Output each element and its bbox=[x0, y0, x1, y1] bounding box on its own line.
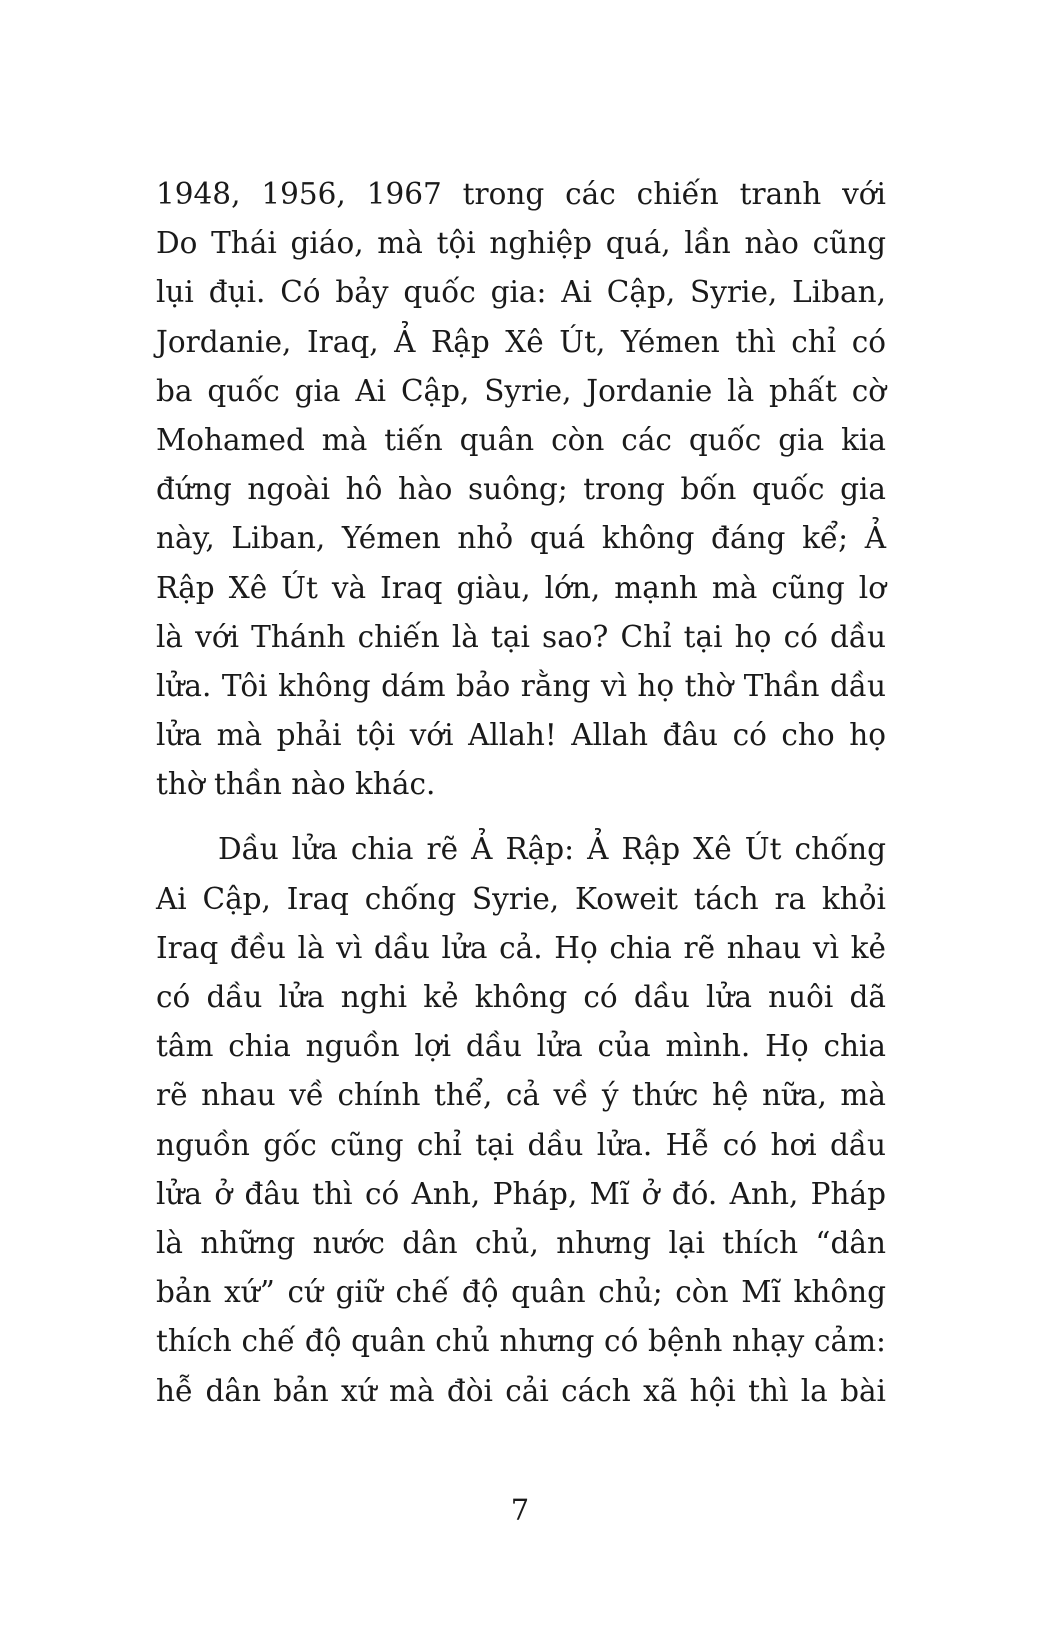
text-line: Jordanie, Iraq, Ả Rập Xê Út, Yémen thì chỉ có bbox=[156, 324, 886, 359]
text-line: lửa. Tôi không dám bảo rằng vì họ thờ Thần dầu bbox=[156, 668, 886, 703]
text-line: Ai Cập, Iraq chống Syrie, Koweit tách ra khỏi bbox=[156, 881, 886, 916]
text-line: Rập Xê Út và Iraq giàu, lớn, mạnh mà cũng lơ bbox=[156, 570, 886, 605]
text-line: này, Liban, Yémen nhỏ quá không đáng kể; Ả bbox=[156, 521, 886, 556]
text-line: hễ dân bản xứ mà đòi cải cách xã hội thì la bài bbox=[156, 1373, 886, 1408]
text-line: Mohamed mà tiến quân còn các quốc gia kia bbox=[156, 422, 886, 457]
text-line: có dầu lửa nghi kẻ không có dầu lửa nuôi dã bbox=[156, 980, 886, 1014]
text-line: Do Thái giáo, mà tội nghiệp quá, lần nào cũng bbox=[156, 226, 886, 261]
text-line: tâm chia nguồn lợi dầu lửa của mình. Họ chia bbox=[156, 1029, 886, 1064]
text-line: lửa ở đâu thì có Anh, Pháp, Mĩ ở đó. Anh, Pháp bbox=[156, 1176, 886, 1211]
text-line: lửa mà phải tội với Allah! Allah đâu có cho họ bbox=[156, 718, 886, 753]
paragraph bbox=[156, 170, 886, 809]
body-text bbox=[156, 170, 886, 1416]
paragraph bbox=[156, 825, 886, 1415]
text-line: là với Thánh chiến là tại sao? Chỉ tại họ có dầu bbox=[156, 619, 886, 654]
text-line: thích chế độ quân chủ nhưng có bệnh nhạy cảm: bbox=[156, 1324, 886, 1359]
text-line: Dầu lửa chia rẽ Ả Rập: Ả Rập Xê Út chống bbox=[218, 832, 886, 867]
text-line: là những nước dân chủ, nhưng lại thích “dân bbox=[156, 1225, 886, 1260]
text-line: 1948, 1956, 1967 trong các chiến tranh với bbox=[156, 177, 886, 211]
text-line: nguồn gốc cũng chỉ tại dầu lửa. Hễ có hơi dầu bbox=[156, 1127, 886, 1162]
text-line: rẽ nhau về chính thể, cả về ý thức hệ nữa, mà bbox=[156, 1078, 886, 1113]
text-line: lụi đụi. Có bảy quốc gia: Ai Cập, Syrie, Liban, bbox=[156, 275, 886, 310]
page-number: 7 bbox=[510, 1493, 530, 1527]
text-line: Iraq đều là vì dầu lửa cả. Họ chia rẽ nhau vì kẻ bbox=[156, 930, 886, 965]
text-line: thờ thần nào khác. bbox=[156, 767, 436, 802]
text-line: đứng ngoài hô hào suông; trong bốn quốc gia bbox=[156, 472, 886, 507]
text-line: ba quốc gia Ai Cập, Syrie, Jordanie là phất cờ bbox=[156, 373, 886, 408]
text-line: bản xứ” cứ giữ chế độ quân chủ; còn Mĩ không bbox=[156, 1275, 886, 1310]
